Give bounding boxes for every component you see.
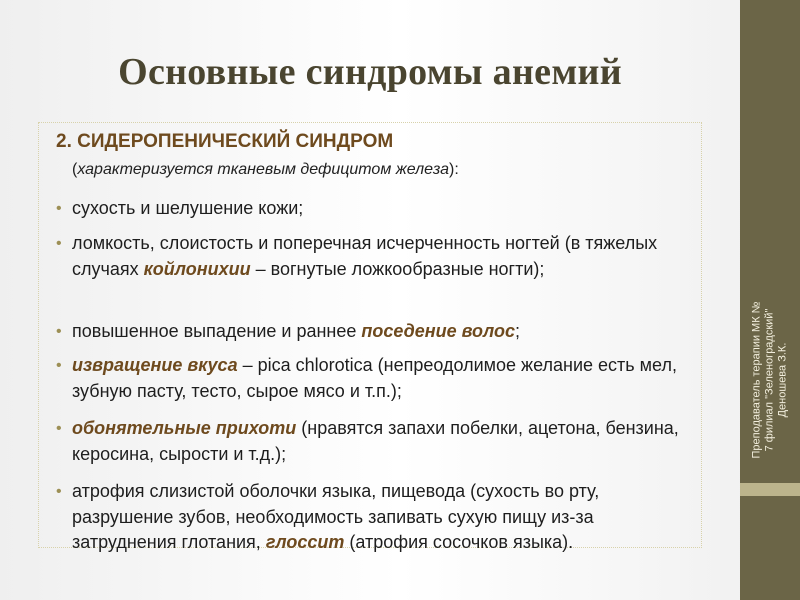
symptom-term: поседение волос: [361, 321, 516, 341]
subheading-close-paren: ):: [449, 161, 459, 178]
subheading-text: характеризуется тканевым дефицитом железа: [77, 161, 449, 178]
symptom-text-part: атрофия слизистой оболочки языка, пищевода (сухость во рту, разрушение зубов, необходимость запивать сухую пищу из-за затруднения глотания,: [72, 481, 600, 552]
bullet-mark: •: [56, 420, 62, 437]
symptom-text-part: ломкость, слоистость и поперечная исчерченность ногтей (в тяжелых случаях: [72, 233, 658, 279]
symptom-text: [72, 231, 696, 282]
symptom-item: [56, 479, 696, 556]
bullet-mark: •: [56, 200, 62, 217]
symptom-text: [72, 319, 696, 345]
symptom-text-part: – pica chlorotica (непреодолимое желание есть мел, зубную пасту, тесто, сырое мясо и т.п.);: [72, 355, 677, 401]
bullet-mark: •: [56, 483, 62, 500]
symptom-text-part: сухость и шелушение кожи;: [72, 198, 304, 218]
symptom-item: [56, 231, 696, 282]
symptom-term: извращение вкуса: [72, 355, 238, 375]
symptom-text: [72, 416, 696, 467]
symptom-text-part: повышенное выпадение и раннее: [72, 321, 362, 341]
symptom-text: [72, 353, 696, 404]
bullet-mark: •: [56, 235, 62, 252]
symptom-term: глоссит: [265, 532, 345, 552]
symptom-item: [56, 353, 696, 404]
symptom-item: [56, 196, 696, 222]
symptom-text-part: ;: [515, 321, 521, 341]
bullet-mark: •: [56, 357, 62, 374]
symptom-text-part: (нравятся запахи побелки, ацетона, бензина, керосина, сырости и т.д.);: [72, 418, 679, 464]
symptom-term: койлонихии: [143, 258, 251, 279]
symptom-text-part: (атрофия сосочков языка).: [344, 532, 574, 552]
section-subheading: [72, 161, 459, 179]
author-note-line-2: 7 филиал "Зеленоградский": [763, 308, 776, 452]
symptom-text-part: – вогнутые ложкообразные ногти);: [250, 258, 545, 279]
author-note-line-1: Преподаватель терапии МК №: [750, 301, 763, 459]
symptom-text: [72, 479, 696, 556]
symptom-item: [56, 416, 696, 467]
subheading-open-paren: (: [72, 161, 78, 178]
symptom-text: [72, 196, 696, 222]
section-heading: 2. СИДЕРОПЕНИЧЕСКИЙ СИНДРОМ: [56, 131, 394, 152]
bullet-mark: •: [56, 323, 62, 340]
symptom-term: обонятельные прихоти: [72, 418, 297, 438]
author-note-line-3: Деношева З.К.: [776, 342, 789, 418]
slide-title: Основные синдромы анемий: [118, 51, 622, 93]
symptom-item: [56, 319, 696, 345]
